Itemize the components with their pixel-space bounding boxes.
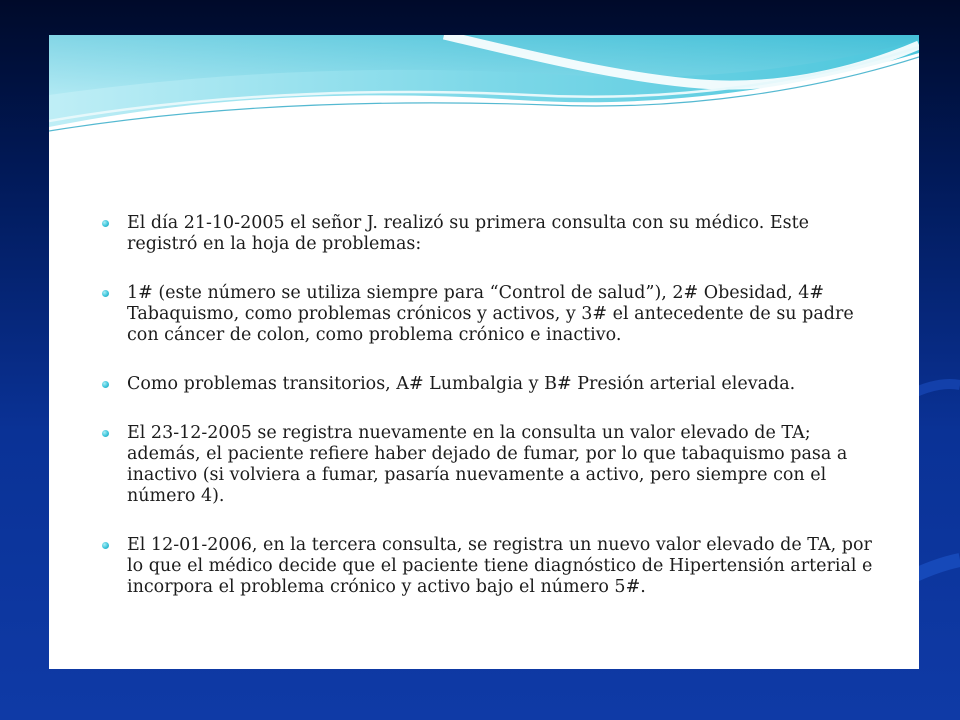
bullet-text: El 23-12-2005 se registra nuevamente en la consulta un valor elevado de TA; además, el paciente refiere haber dejado de fumar, por lo que tabaquismo pasa a inactivo (si volviera a fumar, pasaría nuevamente a activo, pero siempre con el número 4). xyxy=(127,423,848,506)
bullet-item xyxy=(99,374,879,395)
round-bullet-icon xyxy=(102,220,109,227)
header-wave-decoration xyxy=(49,35,919,145)
bullet-text: 1# (este número se utiliza siempre para “Control de salud”), 2# Obesidad, 4# Tabaquismo, como problemas crónicos y activos, y 3# el antecedente de su padre con cáncer de colon, como problema crónico e inactivo. xyxy=(127,283,854,345)
round-bullet-icon xyxy=(102,542,109,549)
bullet-item xyxy=(99,423,879,507)
bullet-text: El 12-01-2006, en la tercera consulta, se registra un nuevo valor elevado de TA, por lo que el médico decide que el paciente tiene diagnóstico de Hipertensión arterial e incorpora el problema crónico y activo bajo el número 5#. xyxy=(127,535,873,597)
bullet-item xyxy=(99,213,879,255)
bullet-item xyxy=(99,283,879,346)
round-bullet-icon xyxy=(102,290,109,297)
slide-content-area xyxy=(49,35,919,669)
bullet-text: Como problemas transitorios, A# Lumbalgia y B# Presión arterial elevada. xyxy=(127,374,796,394)
bullet-text: El día 21-10-2005 el señor J. realizó su primera consulta con su médico. Este registró en la hoja de problemas: xyxy=(127,213,810,254)
round-bullet-icon xyxy=(102,381,109,388)
bullet-item xyxy=(99,535,879,598)
round-bullet-icon xyxy=(102,430,109,437)
bullet-list xyxy=(99,213,879,626)
